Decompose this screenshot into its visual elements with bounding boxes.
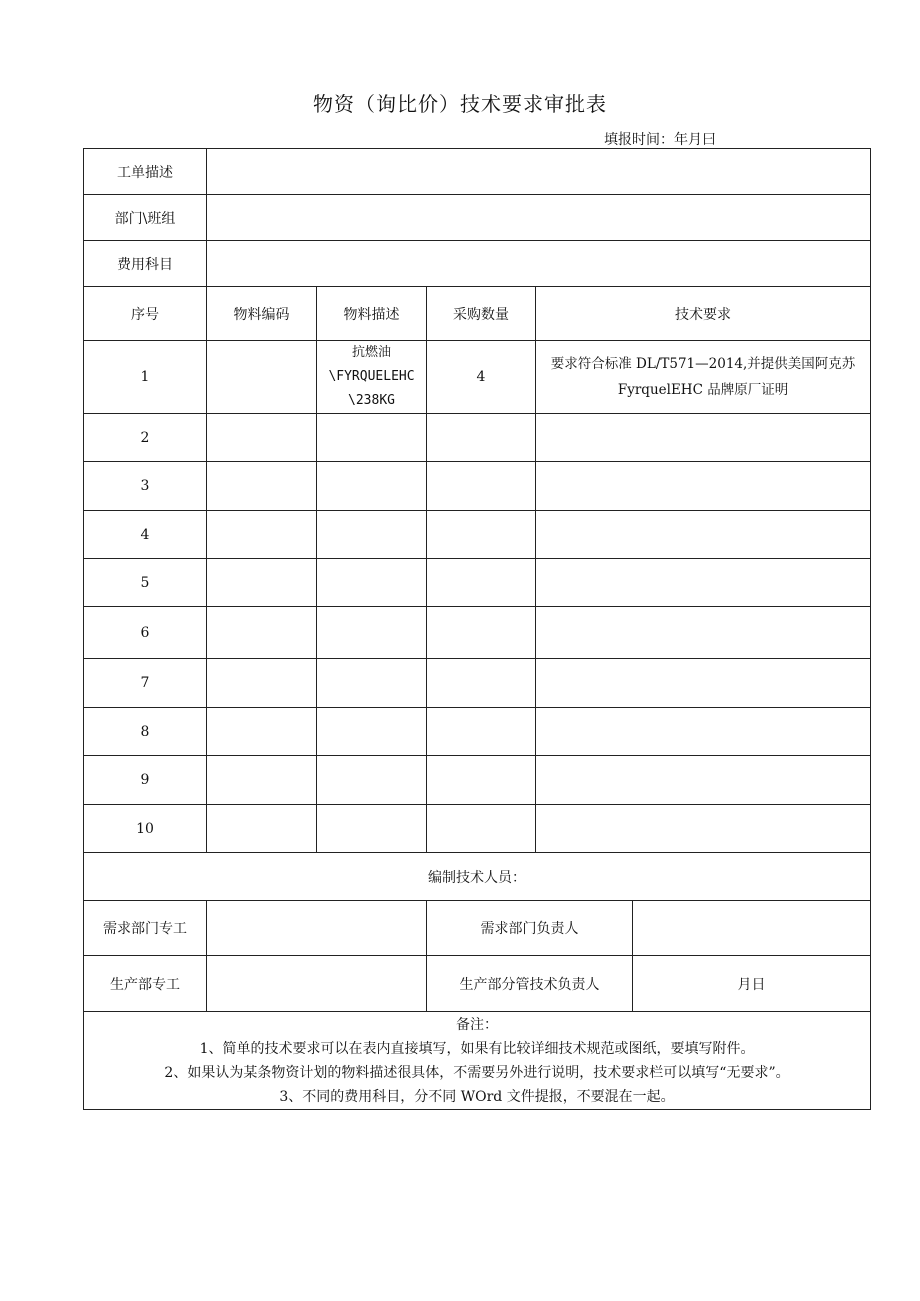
col-header-no: 序号 — [84, 287, 207, 341]
material-code-cell[interactable] — [207, 659, 317, 708]
table-row — [84, 414, 871, 462]
material-desc-cell[interactable] — [317, 659, 427, 708]
row-no: 10 — [84, 805, 207, 853]
material-code-cell[interactable] — [207, 414, 317, 462]
qty-cell[interactable] — [427, 708, 536, 756]
fill-date: 填报时间：年月曰 — [604, 132, 716, 148]
work-order-field[interactable] — [207, 149, 871, 195]
tech-req-cell[interactable] — [536, 607, 871, 659]
tech-req-cell[interactable] — [536, 756, 871, 805]
qty-cell[interactable] — [427, 511, 536, 559]
qty-cell[interactable] — [427, 414, 536, 462]
table-row — [84, 607, 871, 659]
row-no: 7 — [84, 659, 207, 708]
table-row — [84, 805, 871, 853]
prod-staff-field[interactable] — [207, 956, 427, 1012]
work-order-label: 工单描述 — [84, 149, 207, 195]
material-code-cell[interactable] — [207, 559, 317, 607]
tech-req-cell[interactable] — [536, 414, 871, 462]
row-no: 9 — [84, 756, 207, 805]
material-code-cell[interactable] — [207, 511, 317, 559]
material-code-cell[interactable] — [207, 756, 317, 805]
tech-req-cell[interactable] — [536, 708, 871, 756]
approval-form-table — [83, 148, 871, 1110]
cost-subject-row — [84, 241, 871, 287]
table-row — [84, 708, 871, 756]
req-dept-head-field[interactable] — [633, 901, 871, 956]
material-code-cell[interactable] — [207, 805, 317, 853]
column-header-row — [84, 287, 871, 341]
req-dept-staff-label: 需求部门专工 — [84, 901, 207, 956]
tech-req-cell[interactable] — [536, 341, 871, 414]
material-code-cell[interactable] — [207, 708, 317, 756]
note-item: 1、简单的技术要求可以在表内直接填写，如果有比较详细技术规范或图纸，要填写附件。 — [199, 1040, 755, 1057]
compiler-row — [84, 853, 871, 901]
qty-cell[interactable] — [427, 462, 536, 511]
qty-cell[interactable] — [427, 805, 536, 853]
material-code-cell[interactable] — [207, 462, 317, 511]
material-desc-line: 抗燃油 — [351, 345, 391, 360]
table-row — [84, 341, 871, 414]
cost-subject-field[interactable] — [207, 241, 871, 287]
req-dept-staff-field[interactable] — [207, 901, 427, 956]
qty-cell[interactable]: 4 — [427, 341, 536, 414]
row-no: 8 — [84, 708, 207, 756]
material-desc-cell[interactable] — [317, 756, 427, 805]
tech-req-cell[interactable] — [536, 559, 871, 607]
row-no: 1 — [84, 341, 207, 414]
material-desc-cell[interactable] — [317, 511, 427, 559]
col-header-desc: 物料描述 — [317, 287, 427, 341]
note-item: 3、不同的费用科目，分不同 WOrd 文件提报，不要混在一起。 — [279, 1088, 675, 1105]
qty-cell[interactable] — [427, 756, 536, 805]
prod-staff-label: 生产部专工 — [84, 956, 207, 1012]
col-header-tech-req: 技术要求 — [536, 287, 871, 341]
qty-cell[interactable] — [427, 559, 536, 607]
cost-subject-label: 费用科目 — [84, 241, 207, 287]
material-code-cell[interactable] — [207, 341, 317, 414]
notes-cell — [84, 1012, 871, 1110]
row-no: 2 — [84, 414, 207, 462]
material-desc-cell[interactable] — [317, 462, 427, 511]
department-label: 部门\班组 — [84, 195, 207, 241]
prod-tech-head-date[interactable]: 月日 — [633, 956, 871, 1012]
tech-req-line: FyrquelEHC 品牌原厂证明 — [617, 382, 789, 398]
col-header-code: 物料编码 — [207, 287, 317, 341]
note-item: 2、如果认为某条物资计划的物料描述很具体，不需要另外进行说明，技术要求栏可以填写“无要求”。 — [164, 1064, 790, 1081]
material-desc-cell[interactable] — [317, 708, 427, 756]
material-desc-line: \238KG — [348, 393, 395, 408]
material-desc-cell[interactable] — [317, 607, 427, 659]
qty-cell[interactable] — [427, 607, 536, 659]
notes-row — [84, 1012, 871, 1110]
material-desc-line: \FYRQUELEHC — [328, 369, 415, 384]
department-row — [84, 195, 871, 241]
table-row — [84, 462, 871, 511]
row-no: 4 — [84, 511, 207, 559]
tech-req-line: 要求符合标准 DL/T571—2014,并提供美国阿克苏 — [550, 356, 856, 372]
page-title: 物资（询比价）技术要求审批表 — [313, 92, 607, 116]
material-desc-cell[interactable] — [317, 805, 427, 853]
material-desc-cell[interactable] — [317, 559, 427, 607]
tech-req-cell[interactable] — [536, 659, 871, 708]
row-no: 5 — [84, 559, 207, 607]
table-row — [84, 511, 871, 559]
work-order-row — [84, 149, 871, 195]
table-row — [84, 559, 871, 607]
row-no: 6 — [84, 607, 207, 659]
table-row — [84, 659, 871, 708]
table-row — [84, 756, 871, 805]
req-dept-head-label: 需求部门负责人 — [427, 901, 633, 956]
department-field[interactable] — [207, 195, 871, 241]
qty-cell[interactable] — [427, 659, 536, 708]
material-desc-cell[interactable] — [317, 341, 427, 414]
row-no: 3 — [84, 462, 207, 511]
col-header-qty: 采购数量 — [427, 287, 536, 341]
prod-tech-head-label: 生产部分管技术负责人 — [427, 956, 633, 1012]
sign-row-req-dept — [84, 901, 871, 956]
tech-req-cell[interactable] — [536, 805, 871, 853]
compiler-label[interactable]: 编制技术人员： — [84, 853, 871, 901]
tech-req-cell[interactable] — [536, 462, 871, 511]
tech-req-cell[interactable] — [536, 511, 871, 559]
notes-label: 备注： — [456, 1016, 499, 1033]
material-code-cell[interactable] — [207, 607, 317, 659]
material-desc-cell[interactable] — [317, 414, 427, 462]
sign-row-production — [84, 956, 871, 1012]
